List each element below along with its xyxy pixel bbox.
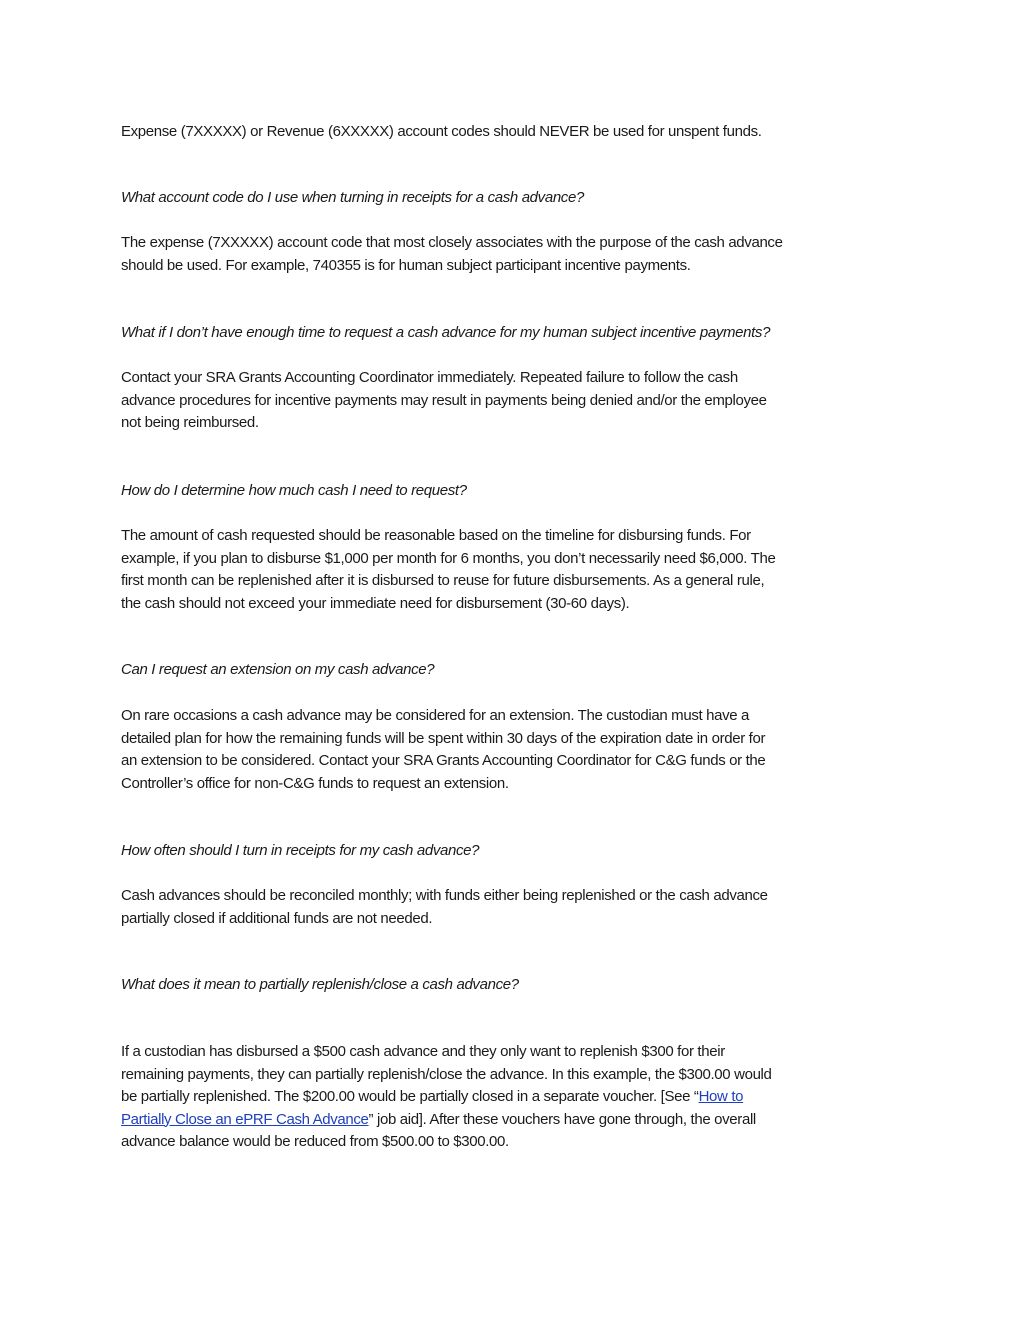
answer-line: partially closed if additional funds are not needed. (121, 909, 433, 927)
faq-question-5 (121, 840, 479, 863)
answer-line: Controller’s office for non-C&G funds to request an extension. (121, 774, 509, 792)
job-aid-link[interactable]: How to (698, 1088, 744, 1105)
question-text: What if I don’t have enough time to request a cash advance for my human subject incentive payments? (121, 324, 771, 341)
answer-line: advance procedures for incentive payments may result in payments being denied and/or the employee (121, 391, 767, 409)
question-text: What does it mean to partially replenish/close a cash advance? (121, 976, 519, 993)
answer-line: first month can be replenished after it is disbursed to reuse for future disbursements. As a general rule, (121, 572, 765, 589)
intro-paragraph (121, 121, 762, 144)
faq-answer-3 (121, 525, 775, 615)
answer-line (121, 1086, 772, 1109)
faq-answer-5 (121, 885, 768, 930)
answer-line: The amount of cash requested should be reasonable based on the timeline for disbursing funds. For (121, 527, 751, 544)
answer-line: The expense (7XXXXX) account code that most closely associates with the purpose of the cash advance (121, 234, 783, 251)
faq-answer-6 (121, 1041, 772, 1154)
answer-line: not being reimbursed. (121, 414, 259, 431)
answer-text: be partially replenished. The $200.00 would be partially closed in a separate voucher. [See “ (121, 1088, 699, 1105)
answer-line: If a custodian has disbursed a $500 cash advance and they only want to replenish $300 for their (121, 1043, 725, 1060)
faq-answer-4 (121, 705, 765, 795)
question-text: How often should I turn in receipts for my cash advance? (121, 842, 480, 859)
answer-line: an extension to be considered. Contact your SRA Grants Accounting Coordinator for C&G funds or the (121, 752, 766, 769)
answer-line: On rare occasions a cash advance may be considered for an extension. The custodian must have a (121, 707, 750, 724)
faq-question-6 (121, 974, 519, 997)
answer-line: should be used. For example, 740355 is for human subject participant incentive payments. (121, 256, 691, 274)
answer-line: Cash advances should be reconciled monthly; with funds either being replenished or the cash advance (121, 887, 768, 904)
answer-line: remaining payments, they can partially replenish/close the advance. In this example, the $300.00 would (121, 1065, 772, 1083)
faq-question-4 (121, 659, 434, 682)
job-aid-link[interactable]: Partially Close an ePRF Cash Advance (121, 1110, 369, 1128)
question-text: Can I request an extension on my cash advance? (121, 661, 435, 678)
intro-text: Expense (7XXXXX) or Revenue (6XXXXX) account codes should NEVER be used for unspent funds. (121, 123, 762, 140)
answer-line: detailed plan for how the remaining funds will be spent within 30 days of the expiration date in order for (121, 729, 766, 747)
faq-question-3 (121, 480, 467, 503)
question-text: What account code do I use when turning in receipts for a cash advance? (121, 189, 584, 206)
answer-line: Contact your SRA Grants Accounting Coordinator immediately. Repeated failure to follow the cash (121, 369, 738, 386)
answer-line: advance balance would be reduced from $500.00 to $300.00. (121, 1133, 509, 1150)
faq-question-2 (121, 322, 770, 345)
question-text: How do I determine how much cash I need to request? (121, 482, 467, 499)
answer-text: ” job aid]. After these vouchers have gone through, the overall (368, 1110, 756, 1128)
faq-answer-2 (121, 367, 767, 435)
faq-answer-1 (121, 232, 783, 277)
faq-question-1 (121, 187, 584, 210)
answer-line (121, 1109, 772, 1132)
answer-line: the cash should not exceed your immediate need for disbursement (30-60 days). (121, 594, 630, 612)
answer-line: example, if you plan to disburse $1,000 per month for 6 months, you don’t necessarily need $6,000. The (121, 549, 776, 567)
